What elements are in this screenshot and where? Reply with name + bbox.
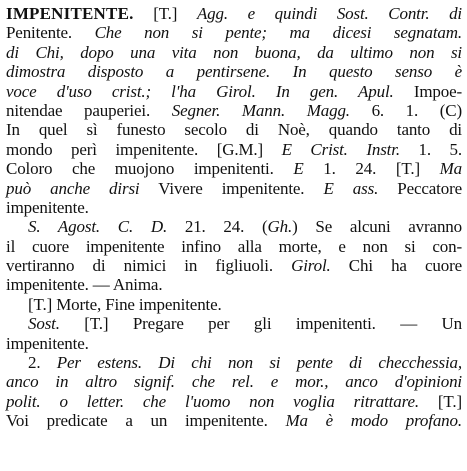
text-segment: ) Se alcuni avranno [292,217,462,237]
italic-text: Gh. [267,217,293,237]
text-line [6,62,462,81]
text-segment: il cuore impenitente infino alla morte, e non si con- [6,236,462,256]
text-line-content [6,82,462,101]
text-line [6,392,462,411]
text-segment: 6. 1. (C) [349,100,463,120]
text-line [6,198,462,217]
italic-text: E ass. [323,178,379,198]
text-line [6,140,462,159]
italic-text: Ma è modo profano. [285,411,462,431]
text-line-content [6,275,162,294]
text-line-content [6,198,89,217]
text-line [6,411,462,430]
text-segment: Chi ha cuore [330,256,462,276]
text-line [6,334,462,353]
italic-text: anco in altro signif. che rel. e mor., anco d'opinioni [6,372,462,392]
italic-text: Segner. Mann. Magg. [171,100,350,120]
italic-text: Per estens. Di chi non si pente di checchessia, [56,353,462,373]
text-segment: In quel sì funesto secolo di Noè, quando tanto di [6,120,462,140]
text-line [6,353,462,372]
text-segment: Voi predicate a un impenitente. [6,411,286,431]
text-line-content [6,159,462,178]
text-line [6,120,462,139]
text-line [6,43,462,62]
italic-text: Ma [439,159,462,179]
text-line-content [6,43,462,62]
text-line [6,101,462,120]
text-line [6,372,462,391]
italic-text: Agg. e quindi Sost. Contr. di [196,4,462,23]
text-line-content [6,179,462,198]
text-line [6,217,462,236]
text-line-content [6,334,89,353]
text-segment: impenitente. [6,197,89,217]
text-segment: 1. 24. [T.] [303,159,440,179]
text-line-content [6,140,462,159]
text-line-content [28,314,462,333]
text-segment: Impoe- [393,81,463,101]
text-line-content [6,4,462,23]
text-segment: vertiranno di nimici in figliuoli. [6,256,292,276]
text-segment: Penitente. [6,23,95,43]
italic-text: di Chi, dopo una vita non buona, da ultimo non si [6,42,462,62]
text-segment: [T.] Pregare per gli impenitenti. — Un [59,314,462,334]
text-line-content [6,392,462,411]
text-segment: 2. [28,353,57,373]
text-segment: Coloro che muojono impenitenti. [6,159,294,179]
text-line-content [6,237,462,256]
text-line [6,82,462,101]
entry-headword: IMPENITENTE. [6,4,134,23]
text-line [6,4,462,23]
text-segment: impenitente. [6,333,89,353]
text-segment: mondo perì impenitente. [G.M.] [6,139,282,159]
text-line-content [6,23,462,42]
italic-text: E Crist. Instr. [281,139,400,159]
italic-text: polit. o letter. che l'uomo non voglia ritrattare. [6,391,419,411]
text-segment: 21. 24. ( [167,217,268,237]
text-line-content [6,62,462,81]
italic-text: E [293,159,304,179]
italic-text: Sost. [28,314,60,334]
text-segment: nitendae pauperiei. [6,100,172,120]
text-segment: [T.] Morte, Fine impenitente. [28,294,222,314]
text-line [6,314,462,333]
italic-text: Che non si pente; ma dicesi segnatam. [94,23,462,43]
text-line [6,275,462,294]
italic-text: Girol. [291,256,331,276]
italic-text: può anche dirsi [6,178,140,198]
italic-text: dimostra disposto a pentirsene. In questo senso è [6,62,462,82]
text-line-content [6,411,462,430]
italic-text: voce d'uso crist.; l'ha Girol. In gen. Apul. [6,81,394,101]
text-line-content [6,256,462,275]
text-line-content [28,295,222,314]
text-line [6,23,462,42]
text-line [6,295,462,314]
text-line [6,179,462,198]
text-line-content [28,217,462,236]
text-line [6,256,462,275]
text-line [6,237,462,256]
text-line-content [28,353,462,372]
text-segment: [T.] [418,391,462,411]
text-segment: 1. 5. [399,139,462,159]
text-line-content [6,120,462,139]
text-segment: [T.] [133,4,197,23]
text-segment: Peccatore [378,178,462,198]
dictionary-page [6,4,462,467]
text-segment: impenitente. — Anima. [6,275,163,295]
text-line-content [6,372,462,391]
text-segment: Vivere impenitente. [139,178,324,198]
italic-text: S. Agost. C. D. [28,217,168,237]
text-line-content [6,101,462,120]
text-line [6,159,462,178]
